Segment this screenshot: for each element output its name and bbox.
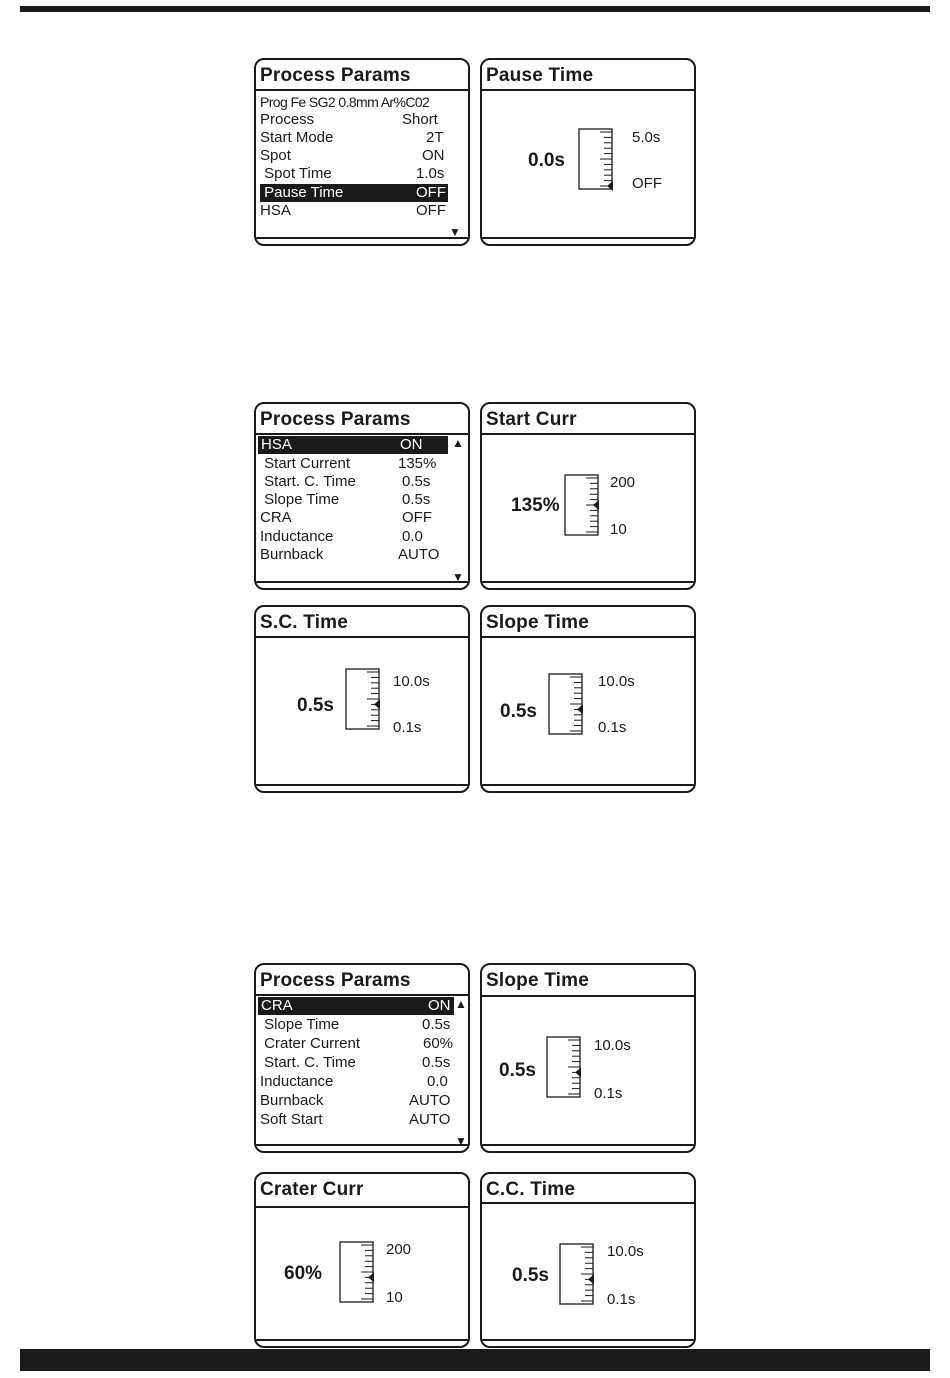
param-row-inductance[interactable] <box>260 528 446 546</box>
param-label: CRA <box>261 997 293 1014</box>
param-value: AUTO <box>398 546 440 563</box>
title-divider <box>482 995 694 997</box>
process-params-screen-2 <box>254 402 470 590</box>
screen-title: Start Curr <box>486 409 577 430</box>
param-row-cra-selected[interactable] <box>258 997 454 1015</box>
param-row-start-mode[interactable] <box>260 129 446 147</box>
screen-title: Process Params <box>260 65 411 86</box>
screen-title: Process Params <box>260 970 411 991</box>
title-divider <box>256 433 468 435</box>
param-label: Spot <box>260 147 291 164</box>
scale-max-label: 5.0s <box>632 129 661 146</box>
param-row-burnback[interactable] <box>260 546 446 564</box>
bottom-divider <box>482 1144 694 1146</box>
param-value: OFF <box>416 184 446 201</box>
param-label: HSA <box>260 202 291 219</box>
param-label: Start Mode <box>260 129 334 146</box>
param-value: AUTO <box>409 1092 451 1109</box>
param-label: Slope Time <box>260 491 340 508</box>
start-curr-screen <box>480 402 696 590</box>
param-label: Process <box>260 111 315 128</box>
param-row-burnback[interactable] <box>260 1092 456 1110</box>
param-row-hsa[interactable] <box>260 202 446 220</box>
bottom-divider <box>256 1144 468 1146</box>
bottom-divider <box>256 581 468 583</box>
bottom-divider <box>482 784 694 786</box>
bottom-divider <box>256 1339 468 1341</box>
top-rule <box>20 6 930 12</box>
param-row-cra[interactable] <box>260 509 446 527</box>
param-value: 60% <box>423 1035 454 1052</box>
scale-max-label: 10.0s <box>594 1037 631 1054</box>
param-label: Soft Start <box>260 1111 323 1128</box>
param-value: 0.5s <box>422 1016 451 1033</box>
param-value: Short <box>402 111 438 128</box>
scale-max-label: 10.0s <box>598 673 635 690</box>
title-divider <box>482 89 694 91</box>
param-label: Burnback <box>260 1092 324 1109</box>
param-row-pause-time-selected[interactable] <box>260 184 448 202</box>
param-label: Inductance <box>260 528 334 545</box>
screen-title: C.C. Time <box>486 1179 576 1200</box>
scale-max-label: 200 <box>610 474 636 491</box>
scroll-down-icon[interactable]: ▼ <box>452 570 464 584</box>
param-row-slope-time[interactable] <box>260 491 446 509</box>
scroll-up-icon[interactable]: ▲ <box>452 436 464 450</box>
param-label: Crater Current <box>260 1035 361 1052</box>
param-label: Start. C. Time <box>260 473 356 490</box>
screen-title: Slope Time <box>486 612 590 633</box>
param-label: Burnback <box>260 546 324 563</box>
param-label: CRA <box>260 509 292 526</box>
scroll-up-icon[interactable]: ▲ <box>455 997 467 1011</box>
param-value: 0.5s <box>422 1054 451 1071</box>
title-divider <box>256 636 468 638</box>
param-label: Pause Time <box>260 184 344 201</box>
current-value: 0.5s <box>297 695 334 716</box>
bottom-divider <box>482 237 694 239</box>
param-value: OFF <box>402 509 432 526</box>
value-scale-gauge[interactable] <box>578 128 618 190</box>
value-scale-gauge[interactable] <box>548 673 588 735</box>
scale-min-label: 0.1s <box>393 719 422 736</box>
current-value: 0.5s <box>500 701 537 722</box>
scale-max-label: 200 <box>386 1241 412 1258</box>
param-value: 0.0 <box>402 528 423 545</box>
bottom-divider <box>482 581 694 583</box>
scale-min-label: 0.1s <box>607 1291 636 1308</box>
bottom-divider <box>256 237 468 239</box>
slope-time-screen-2 <box>480 963 696 1153</box>
process-params-screen-1: Process Params Prog Fe SG2 0.8mm Ar%C02 Process Short Start Mode 2T Spot ON Spot Time 1.0s Pause Time OFF HSA OFF ▼ <box>254 58 470 246</box>
bottom-divider <box>256 784 468 786</box>
cc-time-screen <box>480 1172 696 1348</box>
crater-curr-screen <box>254 1172 470 1348</box>
title-divider <box>482 636 694 638</box>
param-row-start-c-time[interactable] <box>260 1054 456 1072</box>
param-value: AUTO <box>409 1111 451 1128</box>
bottom-divider <box>482 1339 694 1341</box>
param-value: ON <box>422 147 445 164</box>
title-divider <box>482 433 694 435</box>
param-row-slope-time[interactable] <box>260 1016 456 1034</box>
title-divider <box>256 89 468 91</box>
param-row-hsa-selected[interactable] <box>258 436 448 454</box>
param-value: 135% <box>398 455 437 472</box>
sc-time-screen <box>254 605 470 793</box>
param-label: Spot Time <box>260 165 332 182</box>
param-label: Start Current <box>260 455 351 472</box>
param-row-start-current[interactable] <box>260 455 446 473</box>
current-value: 135% <box>511 495 560 516</box>
screen-title: Crater Curr <box>260 1179 364 1200</box>
title-divider <box>256 994 468 996</box>
value-scale-gauge[interactable] <box>345 668 385 730</box>
param-row-inductance[interactable] <box>260 1073 456 1091</box>
param-label: Slope Time <box>260 1016 340 1033</box>
bottom-rule <box>20 1349 930 1371</box>
screen-title: Slope Time <box>486 970 590 991</box>
title-divider <box>256 1206 468 1208</box>
param-row-soft-start[interactable] <box>260 1111 456 1129</box>
param-value: 0.5s <box>402 491 431 508</box>
param-label: HSA <box>261 436 292 453</box>
param-value: ON <box>428 997 451 1014</box>
pause-time-screen <box>480 58 696 246</box>
screen-title: Process Params <box>260 409 411 430</box>
process-params-screen-3 <box>254 963 470 1153</box>
value-scale-gauge[interactable] <box>339 1241 379 1303</box>
slope-time-screen <box>480 605 696 793</box>
param-value: 0.0 <box>427 1073 448 1090</box>
current-value: 0.5s <box>499 1060 536 1081</box>
param-label: Inductance <box>260 1073 334 1090</box>
param-row-crater-current[interactable] <box>260 1035 456 1053</box>
value-scale-gauge[interactable] <box>559 1243 599 1305</box>
scale-min-label: 0.1s <box>594 1085 623 1102</box>
scale-max-label: 10.0s <box>393 673 430 690</box>
param-value: 0.5s <box>402 473 431 490</box>
param-row-spot-time[interactable] <box>260 165 446 183</box>
current-value: 0.0s <box>528 150 565 171</box>
current-value: 0.5s <box>512 1265 549 1286</box>
current-value: 60% <box>284 1263 323 1284</box>
value-scale-gauge[interactable] <box>564 474 604 536</box>
param-row-process[interactable] <box>260 111 446 129</box>
scale-min-label: 0.1s <box>598 719 627 736</box>
scroll-down-icon[interactable]: ▼ <box>455 1134 467 1148</box>
value-scale-gauge[interactable] <box>546 1036 586 1098</box>
scroll-down-icon[interactable]: ▼ <box>449 225 461 239</box>
param-value: OFF <box>416 202 446 219</box>
param-row-spot[interactable] <box>260 147 446 165</box>
screen-title: S.C. Time <box>260 612 349 633</box>
title-divider <box>482 1202 694 1204</box>
scale-min-label: 10 <box>610 521 627 538</box>
scale-min-label: OFF <box>632 175 662 192</box>
screen-title: Pause Time <box>486 65 594 86</box>
scale-max-label: 10.0s <box>607 1243 644 1260</box>
scale-min-label: 10 <box>386 1289 403 1306</box>
param-value: 2T <box>426 129 444 146</box>
param-value: 1.0s <box>416 165 445 182</box>
param-label: Start. C. Time <box>260 1054 356 1071</box>
param-value: ON <box>400 436 423 453</box>
param-row-start-c-time[interactable] <box>260 473 446 491</box>
